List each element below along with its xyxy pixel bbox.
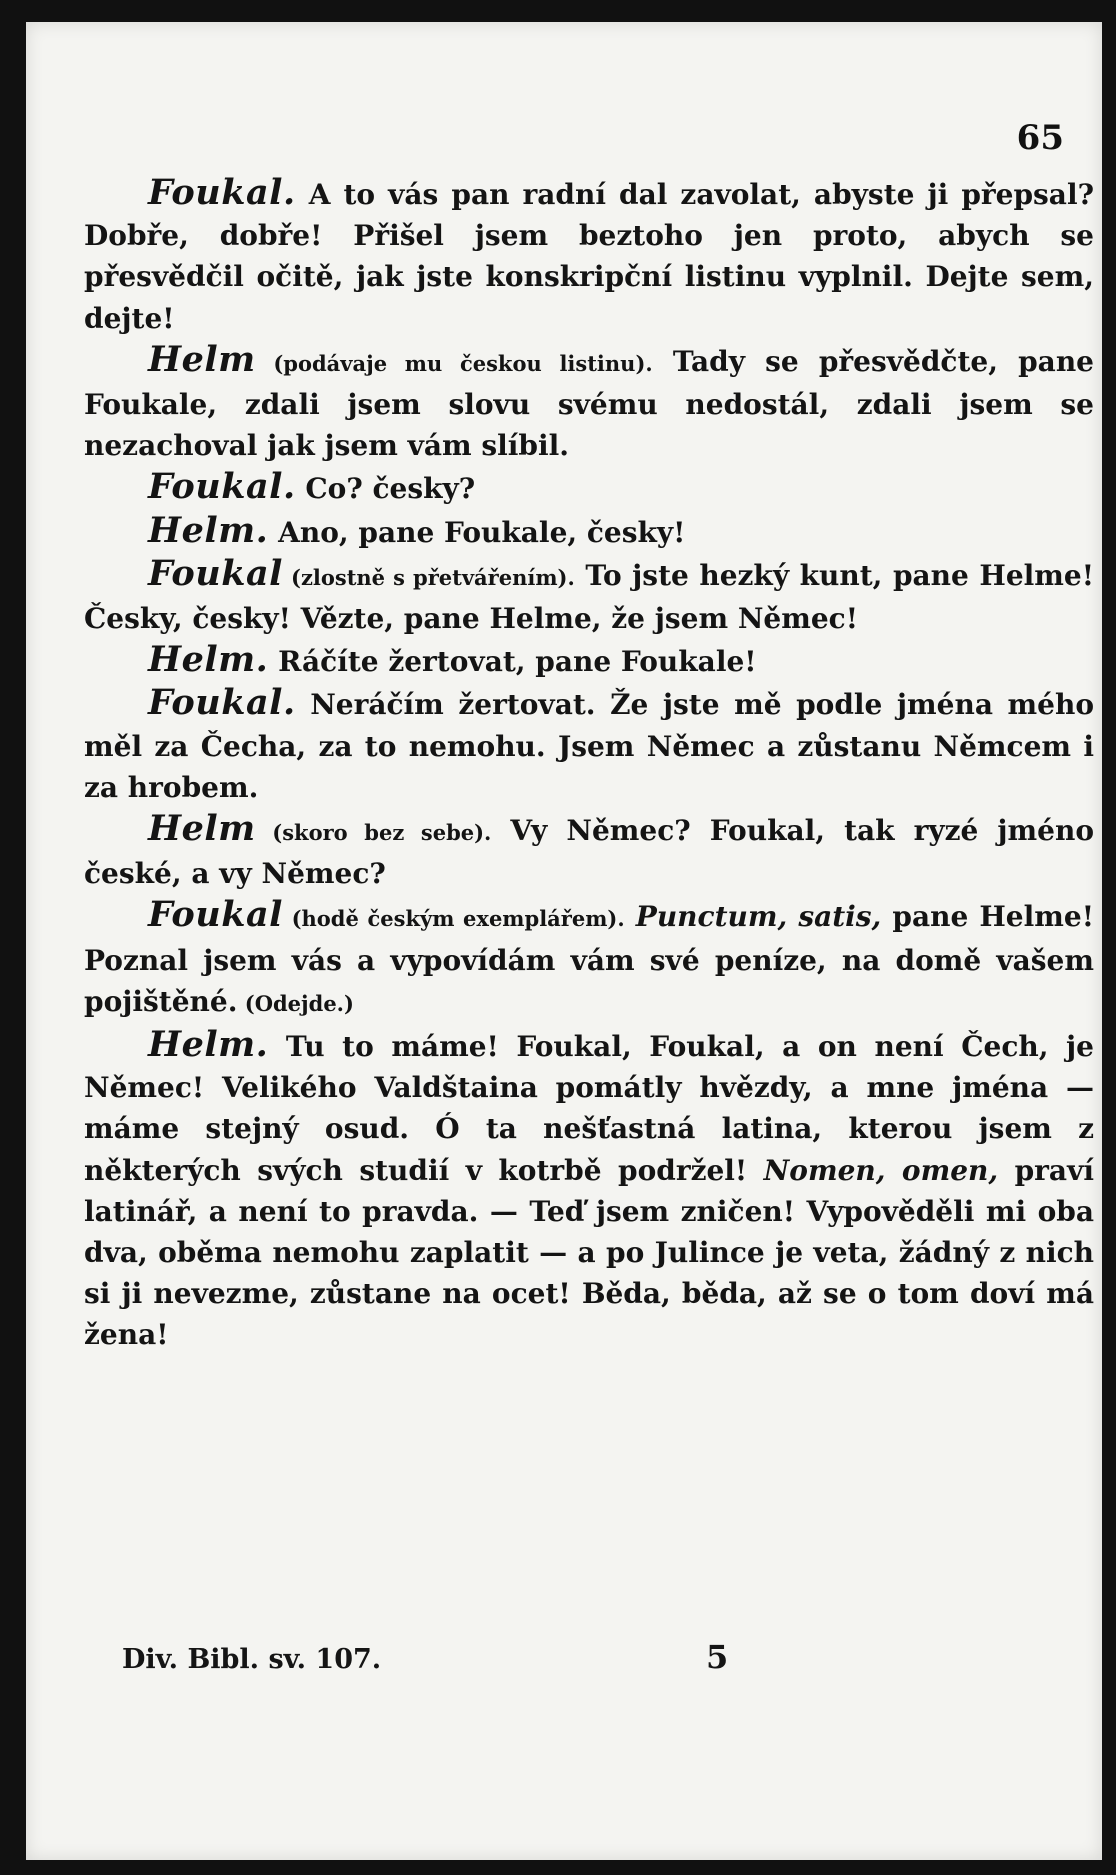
- dialogue-text: Tady se přesvědčte, pane Foukale, zdali jsem slovu svému nedostál, zdali jsem se nezachoval jak jsem vám slíbil.: [84, 344, 1094, 463]
- book-page: [26, 22, 1102, 1860]
- dialogue-text: praví latinář, a není to pravda. — Teď jsem zničen! Vypověděli mi oba dva, oběma nemohu zaplatit — a po Julince je veta, žádný z nich si ji nevezme, zůstane na ocet! Běda, běda, až se o tom doví má žena!: [84, 1153, 1094, 1352]
- footer-signature-note: Div. Bibl. sv. 107.: [122, 1644, 382, 1675]
- dialogue-text: To jste hezký kunt, pane Helme! Česky, česky! Vězte, pane Helme, že jsem Němec!: [84, 558, 1094, 636]
- stage-direction: (Odejde.): [237, 990, 354, 1016]
- speaker-name: Helm.: [148, 509, 269, 551]
- dialogue-text: Vy Němec? Foukal, tak ryzé jméno české, a vy Němec?: [84, 814, 1095, 891]
- speaker-name: Foukal.: [148, 466, 296, 508]
- dialogue-text: Co? česky?: [295, 472, 476, 506]
- stage-direction: (podávaje mu českou listinu).: [255, 350, 653, 376]
- speaker-name: Foukal: [148, 552, 283, 594]
- dialogue-paragraph: [84, 808, 1094, 894]
- dialogue-paragraph: [84, 339, 1094, 467]
- dialogue-paragraph: [84, 172, 1094, 339]
- speaker-name: Helm: [148, 338, 256, 380]
- dialogue-text: Tu to máme! Foukal, Foukal, a on není Čech, je Němec! Velikého Valdštaina pomátly hvězdy, a mne jména — máme stejný osud. Ó ta nešťastná latina, kterou jsem z některých svých studií v kotrbě podržel!: [84, 1030, 1094, 1187]
- dialogue-paragraph: [84, 553, 1094, 639]
- speaker-name: Foukal: [148, 894, 283, 936]
- stage-direction: (hodě českým exemplářem).: [282, 906, 625, 932]
- speaker-name: Helm.: [148, 1024, 269, 1066]
- latin-phrase: Nomen, omen,: [747, 1153, 999, 1187]
- page-number: 65: [1016, 118, 1064, 158]
- speaker-name: Foukal.: [148, 172, 296, 213]
- dialogue-paragraph: [84, 466, 1094, 509]
- dialogue-text: Ano, pane Foukale, česky!: [268, 515, 686, 549]
- dialogue-text: A to vás pan radní dal zavolat, abyste ji přepsal? Dobře, dobře! Přišel jsem beztoho jen proto, abych se přesvědčil očitě, jak jste konskripční listinu vyplnil. Dejte sem, dejte!: [84, 178, 1094, 335]
- dialogue-text: Neráčím žertovat. Že jste mě podle jména mého měl za Čecha, za to nemohu. Jsem Němec a zůstanu Němcem i za hrobem.: [84, 688, 1094, 804]
- stage-direction: (zlostně s přetvářením).: [282, 564, 575, 590]
- speaker-name: Foukal.: [148, 682, 296, 724]
- page-body-text: [84, 172, 1094, 1356]
- dialogue-paragraph: [84, 682, 1094, 808]
- dialogue-paragraph: [84, 510, 1094, 553]
- speaker-name: Helm: [148, 808, 256, 850]
- latin-phrase: Punctum, satis,: [624, 900, 882, 934]
- dialogue-text: pane Helme! Poznal jsem vás a vypovídám vám své peníze, na domě vašem pojištěné.: [84, 900, 1094, 1018]
- speaker-name: Helm.: [148, 639, 269, 681]
- stage-direction: (skoro bez sebe).: [255, 820, 492, 846]
- dialogue-text: Ráčíte žertovat, pane Foukale!: [268, 645, 757, 679]
- dialogue-paragraph: [84, 894, 1094, 1024]
- dialogue-paragraph: [84, 1024, 1094, 1356]
- footer-sheet-mark: 5: [706, 1638, 729, 1676]
- dialogue-paragraph: [84, 639, 1094, 682]
